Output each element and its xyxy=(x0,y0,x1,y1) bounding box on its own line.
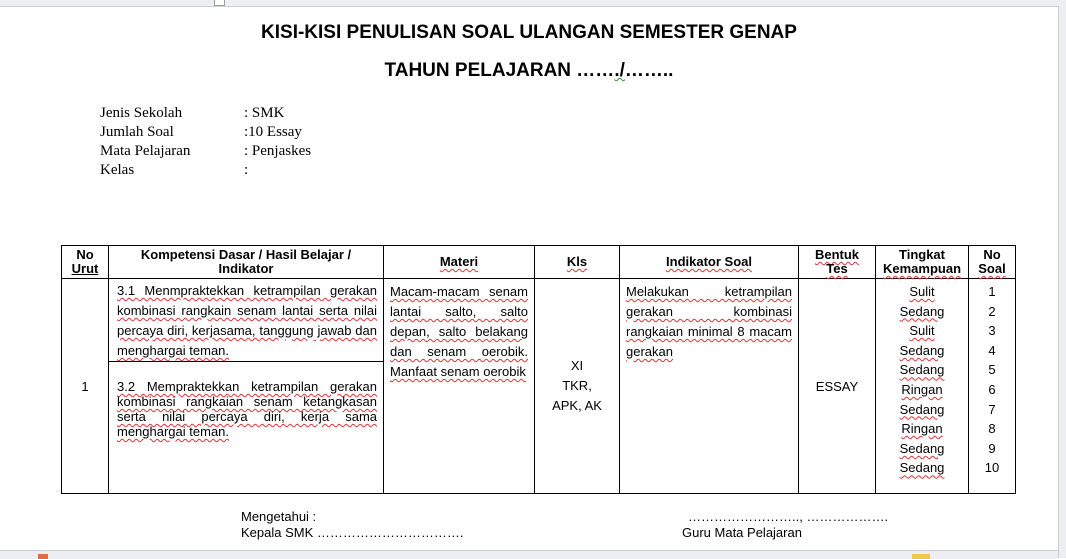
ruler-bar xyxy=(0,0,1066,7)
ruler-marker[interactable] xyxy=(214,0,225,6)
cell-no-urut: 1 xyxy=(62,279,109,494)
status-marker xyxy=(38,554,48,559)
header-materi: Materi xyxy=(384,246,535,279)
signature-left: Mengetahui : Kepala SMK ……………………………. xyxy=(241,509,464,540)
document-title: KISI-KISI PENULISAN SOAL ULANGAN SEMESTER GENAP xyxy=(261,22,797,43)
header-kls: Kls xyxy=(535,246,620,279)
document-subtitle: TAHUN PELAJARAN ……./…….. xyxy=(384,60,674,81)
header-kompetensi: Kompetensi Dasar / Hasil Belajar / Indikator xyxy=(109,246,384,279)
cell-kls: XI TKR, APK, AK xyxy=(535,279,620,494)
cell-kd-3-2: 3.2 Mempraktekkan ketrampilan gerakan kombinasi rangkaian senam ketangkasan serta nilai percaya diri, kerja sama menghargai teman. xyxy=(109,362,384,494)
cell-bentuk-tes: ESSAY xyxy=(799,279,876,494)
cell-kd-3-1: 3.1 Menmpraktekkan ketrampilan gerakan kombinasi rangkain senam lantai serta nilai percaya diri, kerjasama, tanggung jawab dan menghargai teman. xyxy=(109,279,384,362)
info-row: Mata Pelajaran : Penjaskes xyxy=(100,143,312,159)
info-row: Kelas : xyxy=(100,162,249,178)
kisi-kisi-table xyxy=(61,245,1016,494)
cell-tingkat-list: Sulit Sedang Sulit Sedang Sedang Ringan Sedang Ringan Sedang Sedang xyxy=(876,279,969,494)
info-row: Jumlah Soal :10 Essay xyxy=(100,124,302,140)
signature-right: …………………….., ………………. Guru Mata Pelajaran xyxy=(682,509,889,540)
vertical-scrollbar[interactable] xyxy=(1058,6,1066,558)
table-row xyxy=(62,279,1016,362)
cell-no-soal-list: 1 2 3 4 5 6 7 8 9 10 xyxy=(969,279,1016,494)
header-indikator: Indikator Soal xyxy=(620,246,799,279)
info-row: Jenis Sekolah : SMK xyxy=(100,105,285,121)
school-info xyxy=(100,104,311,180)
header-no-soal: No Soal xyxy=(969,246,1016,279)
header-tingkat-kemampuan: Tingkat Kemampuan xyxy=(876,246,969,279)
table-header-row xyxy=(62,246,1016,279)
status-marker xyxy=(912,554,930,559)
cell-indikator: Melakukan ketrampilan gerakan kombinasi rangkaian minimal 8 macam gerakan xyxy=(620,279,799,494)
cell-materi: Macam-macam senam lantai salto, salto depan, salto belakang dan senam oerobik. Manfaat senam oerobik xyxy=(384,279,535,494)
header-bentuk-tes: Bentuk Tes xyxy=(799,246,876,279)
header-no-urut: No Urut xyxy=(62,246,109,279)
